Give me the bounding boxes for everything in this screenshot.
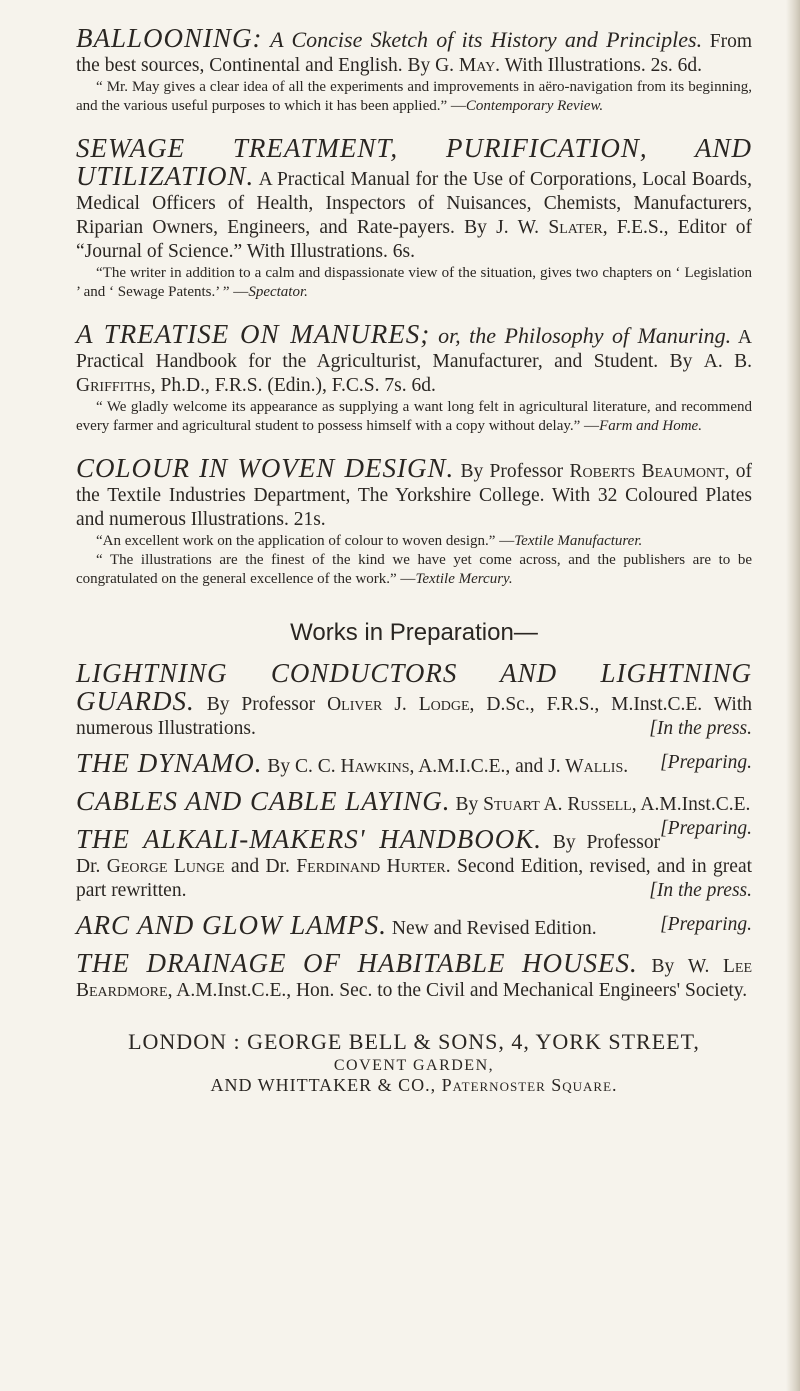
review-source: Textile Mercury. <box>415 571 513 587</box>
work-drainage <box>76 948 753 1003</box>
work-arc-lamps <box>76 910 752 941</box>
work-title: THE DYNAMO. <box>76 748 263 778</box>
book-description: From the best sources, Continental and English. By <box>76 31 753 76</box>
book-details: Ph.D., F.R.S. (Edin.), F.C.S. 7s. 6d. <box>160 375 436 396</box>
review-text: “An excellent work on the application of colour to woven design.” — <box>96 533 515 549</box>
work-title: THE DRAINAGE OF HABITABLE HOUSES. <box>76 948 638 978</box>
work-dynamo <box>76 748 752 779</box>
review-text: “The writer in addition to a calm and dispassionate view of the situation, gives two chapters on ‘ Legislation ’ and ‘ Sewage Patents.’ ” — <box>76 265 752 300</box>
review-source: Textile Manufacturer. <box>514 533 643 549</box>
book-review <box>76 398 752 436</box>
book-entry-sewage <box>76 133 753 302</box>
work-author: George Lunge <box>106 856 225 877</box>
work-title: ARC AND GLOW LAMPS. <box>76 910 388 940</box>
work-author: C. C. Hawkins, <box>295 756 415 777</box>
work-description: By <box>651 956 675 977</box>
work-details: New and Revised Edition. <box>391 918 597 939</box>
book-subtitle: A Concise Sketch of its History and Principles. <box>270 27 703 52</box>
work-title: CABLES AND CABLE LAYING. <box>76 786 451 816</box>
imprint-line-3 <box>76 1075 752 1096</box>
review-source: Farm and Home. <box>599 418 702 434</box>
work-author: Ferdinand Hurter. <box>296 856 451 877</box>
book-title: SEWAGE TREATMENT, PURIFICATION, AND UTILIZATION. <box>76 133 752 191</box>
imprint-address: Paternoster Square. <box>441 1075 618 1095</box>
review-text: “ We gladly welcome its appearance as supplying a want long felt in agricultural literature, and recommend every farmer and agricultural student to possess himself with a copy without delay.” — <box>76 399 752 434</box>
imprint-publisher: AND WHITTAKER & CO., <box>210 1075 437 1095</box>
book-description: A Practical Handbook for the Agriculturist, Manufacturer, and Student. By <box>76 327 752 372</box>
review-text: “ The illustrations are the finest of the kind we have yet come across, and the publishers are to be congratulated on the general excellence of the work.” — <box>76 552 752 587</box>
book-title: A TREATISE ON MANURES; <box>76 319 431 349</box>
book-author: G. May. <box>435 55 501 76</box>
book-review <box>76 264 752 302</box>
work-details: A.M.Inst.C.E., Hon. Sec. to the Civil and Mechanical Engineers' Society. <box>176 980 748 1001</box>
book-author: J. W. Slater, <box>496 217 608 238</box>
publisher-imprint <box>76 1029 752 1096</box>
work-alkali <box>76 824 753 903</box>
book-entry-colour <box>76 453 752 589</box>
book-review <box>76 532 752 551</box>
book-description: By Professor <box>460 461 564 482</box>
work-author: Stuart A. Russell, <box>483 794 637 815</box>
review-text: “ Mr. May gives a clear idea of all the experiments and improvements in aëro-navigation from its beginning, and the various useful purposes to which it has been applied.” — <box>76 79 752 114</box>
work-author: W. Lee Beardmore, <box>76 956 753 1001</box>
work-details: D.Sc., F.R.S., M.Inst.C.E. With numerous Illustrations. <box>76 694 753 739</box>
book-entry-manures <box>76 319 752 436</box>
book-author: Roberts Beaumont, <box>569 461 730 482</box>
work-status: [Preparing. <box>660 914 752 935</box>
work-details: and Dr. <box>231 856 290 877</box>
book-author: A. B. Griffiths, <box>76 351 752 396</box>
review-source: Spectator. <box>248 284 308 300</box>
work-description: By <box>267 756 291 777</box>
section-heading: Works in Preparation— <box>290 619 538 646</box>
book-title: BALLOONING: <box>76 23 263 53</box>
book-subtitle: or, the Philosophy of Manuring. <box>438 323 732 348</box>
imprint-line-2: COVENT GARDEN, <box>333 1057 495 1074</box>
book-entry-ballooning <box>76 23 753 116</box>
review-source: Contemporary Review. <box>465 98 604 114</box>
imprint-line-1: LONDON : GEORGE BELL & SONS, 4, YORK STREET, <box>128 1029 700 1054</box>
work-details: A.M.I.C.E., and <box>418 756 544 777</box>
work-lightning <box>76 658 753 741</box>
page-edge <box>786 0 800 1391</box>
work-author: J. Wallis. <box>548 756 629 777</box>
book-details: With Illustrations. 2s. 6d. <box>504 55 703 76</box>
work-details: Second Edition, revised, and in great part rewritten. <box>76 856 753 901</box>
book-details: of the Textile Industries Department, The Yorkshire College. With 32 Coloured Plates and numerous Illustrations. 21s. <box>76 461 752 530</box>
work-status: [Preparing. <box>660 818 752 839</box>
work-status: [Preparing. <box>660 752 752 773</box>
work-description: By Professor Dr. <box>76 832 661 877</box>
work-title: LIGHTNING CONDUCTORS AND LIGHTNING GUARDS. <box>76 658 752 716</box>
work-details: A.M.Inst.C.E. <box>640 794 751 815</box>
book-review <box>76 551 752 589</box>
book-title: COLOUR IN WOVEN DESIGN. <box>76 453 455 483</box>
work-author: Oliver J. Lodge, <box>327 694 475 715</box>
work-description: By <box>455 794 479 815</box>
book-review <box>76 78 752 116</box>
work-status: [In the press. <box>649 718 752 739</box>
work-description: By Professor <box>206 694 316 715</box>
book-description: A Practical Manual for the Use of Corporations, Local Boards, Medical Officers of Health, Inspectors of Nuisances, Chemists, Manufacturers, Riparian Owners, Engineers, and Rate-payers. By <box>76 169 752 238</box>
work-status: [In the press. <box>649 880 752 901</box>
work-title: THE ALKALI-MAKERS' HANDBOOK. <box>76 824 542 854</box>
book-details: F.E.S., Editor of “Journal of Science.” With Illustrations. 6s. <box>76 217 753 262</box>
